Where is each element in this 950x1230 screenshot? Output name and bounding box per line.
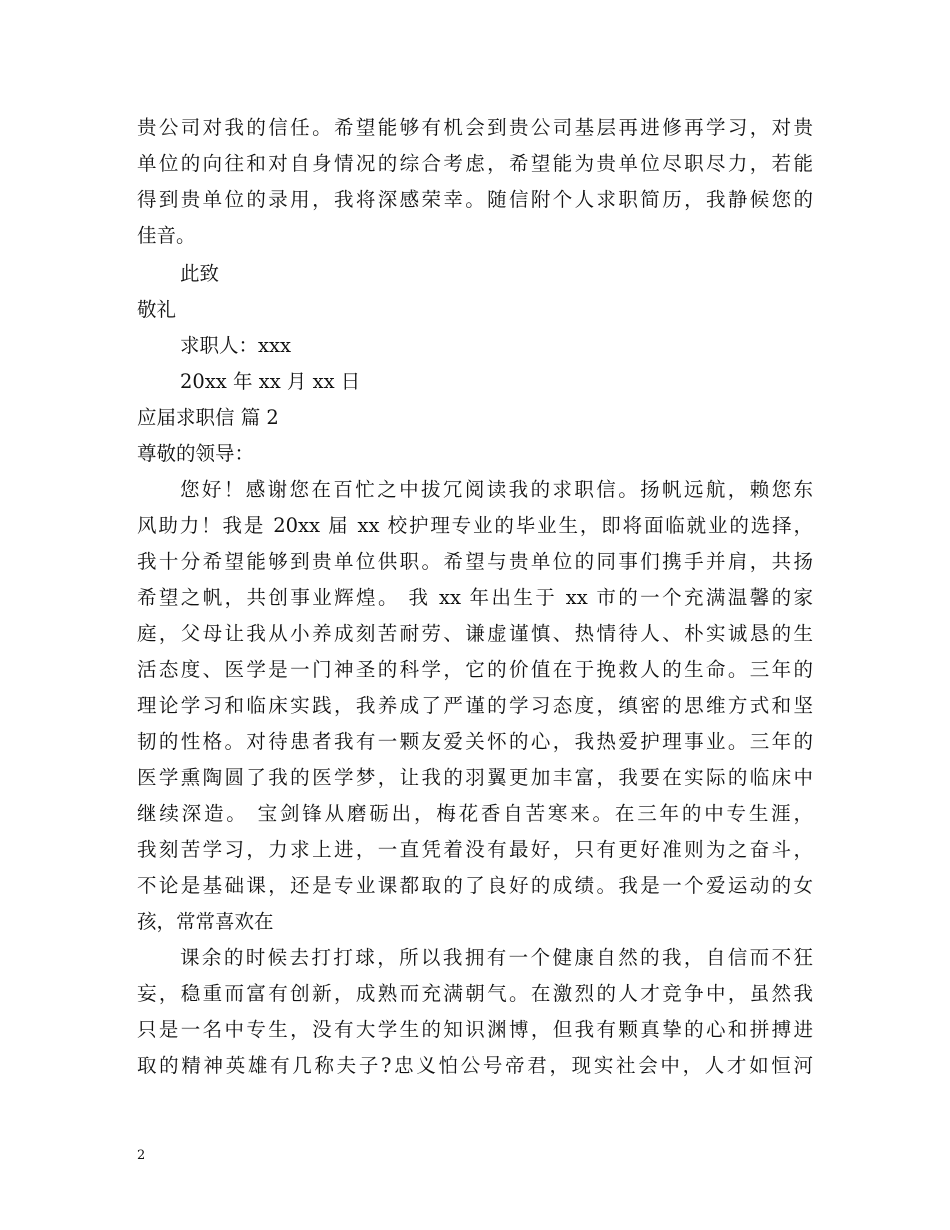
body-line: 医学熏陶圆了我的医学梦，让我的羽翼更加丰富，我要在实际的临床中: [137, 766, 813, 789]
body-line: 您好！感谢您在百忙之中拔冗阅读我的求职信。扬帆远航，赖您东: [180, 478, 813, 501]
body-line: 佳音。: [137, 224, 196, 247]
closing-salutation: 此致: [180, 262, 220, 285]
body-line: 风助力！我是 20xx 届 xx 校护理专业的毕业生，即将面临就业的选择，: [137, 514, 813, 537]
signature-date: 20xx 年 xx 月 xx 日: [180, 370, 361, 393]
greeting: 尊敬的领导：: [137, 442, 255, 465]
body-line: 孩，常常喜欢在: [137, 910, 274, 933]
body-line: 贵公司对我的信任。希望能够有机会到贵公司基层再进修再学习，对贵: [137, 116, 813, 139]
body-line: 不论是基础课，还是专业课都取的了良好的成绩。我是一个爱运动的女: [137, 874, 813, 897]
body-line: 继续深造。 宝剑锋从磨砺出，梅花香自苦寒来。在三年的中专生涯，: [137, 802, 813, 825]
page-number: 2: [137, 1148, 146, 1163]
body-line: 妄，稳重而富有创新，成熟而充满朝气。在激烈的人才竞争中，虽然我: [137, 982, 813, 1005]
body-line: 我十分希望能够到贵单位供职。希望与贵单位的同事们携手并肩，共扬: [137, 550, 813, 573]
signature-applicant: 求职人：xxx: [180, 334, 291, 357]
body-line: 活态度、医学是一门神圣的科学，它的价值在于挽救人的生命。三年的: [137, 658, 813, 681]
body-line: 单位的向往和对自身情况的综合考虑，希望能为贵单位尽职尽力，若能: [137, 152, 813, 175]
body-line: 韧的性格。对待患者我有一颗友爱关怀的心，我热爱护理事业。三年的: [137, 730, 813, 753]
body-line: 庭，父母让我从小养成刻苦耐劳、谦虚谨慎、热情待人、朴实诚恳的生: [137, 622, 813, 645]
body-line: 得到贵单位的录用，我将深感荣幸。随信附个人求职简历，我静候您的: [137, 188, 813, 211]
body-line: 理论学习和临床实践，我养成了严谨的学习态度，缜密的思维方式和坚: [137, 694, 813, 717]
body-line: 我刻苦学习，力求上进，一直凭着没有最好，只有更好准则为之奋斗，: [137, 838, 813, 861]
body-line: 希望之帆，共创事业辉煌。 我 xx 年出生于 xx 市的一个充满温馨的家: [137, 586, 813, 609]
closing-regards: 敬礼: [137, 298, 177, 321]
section-heading: 应届求职信 篇 2: [137, 406, 279, 429]
body-line: 取的精神英雄有几称夫子?忠义怕公号帝君，现实社会中，人才如恒河: [137, 1054, 813, 1077]
body-line: 只是一名中专生，没有大学生的知识渊博，但我有颗真挚的心和拼搏进: [137, 1018, 813, 1041]
body-line: 课余的时候去打打球，所以我拥有一个健康自然的我，自信而不狂: [180, 946, 813, 969]
